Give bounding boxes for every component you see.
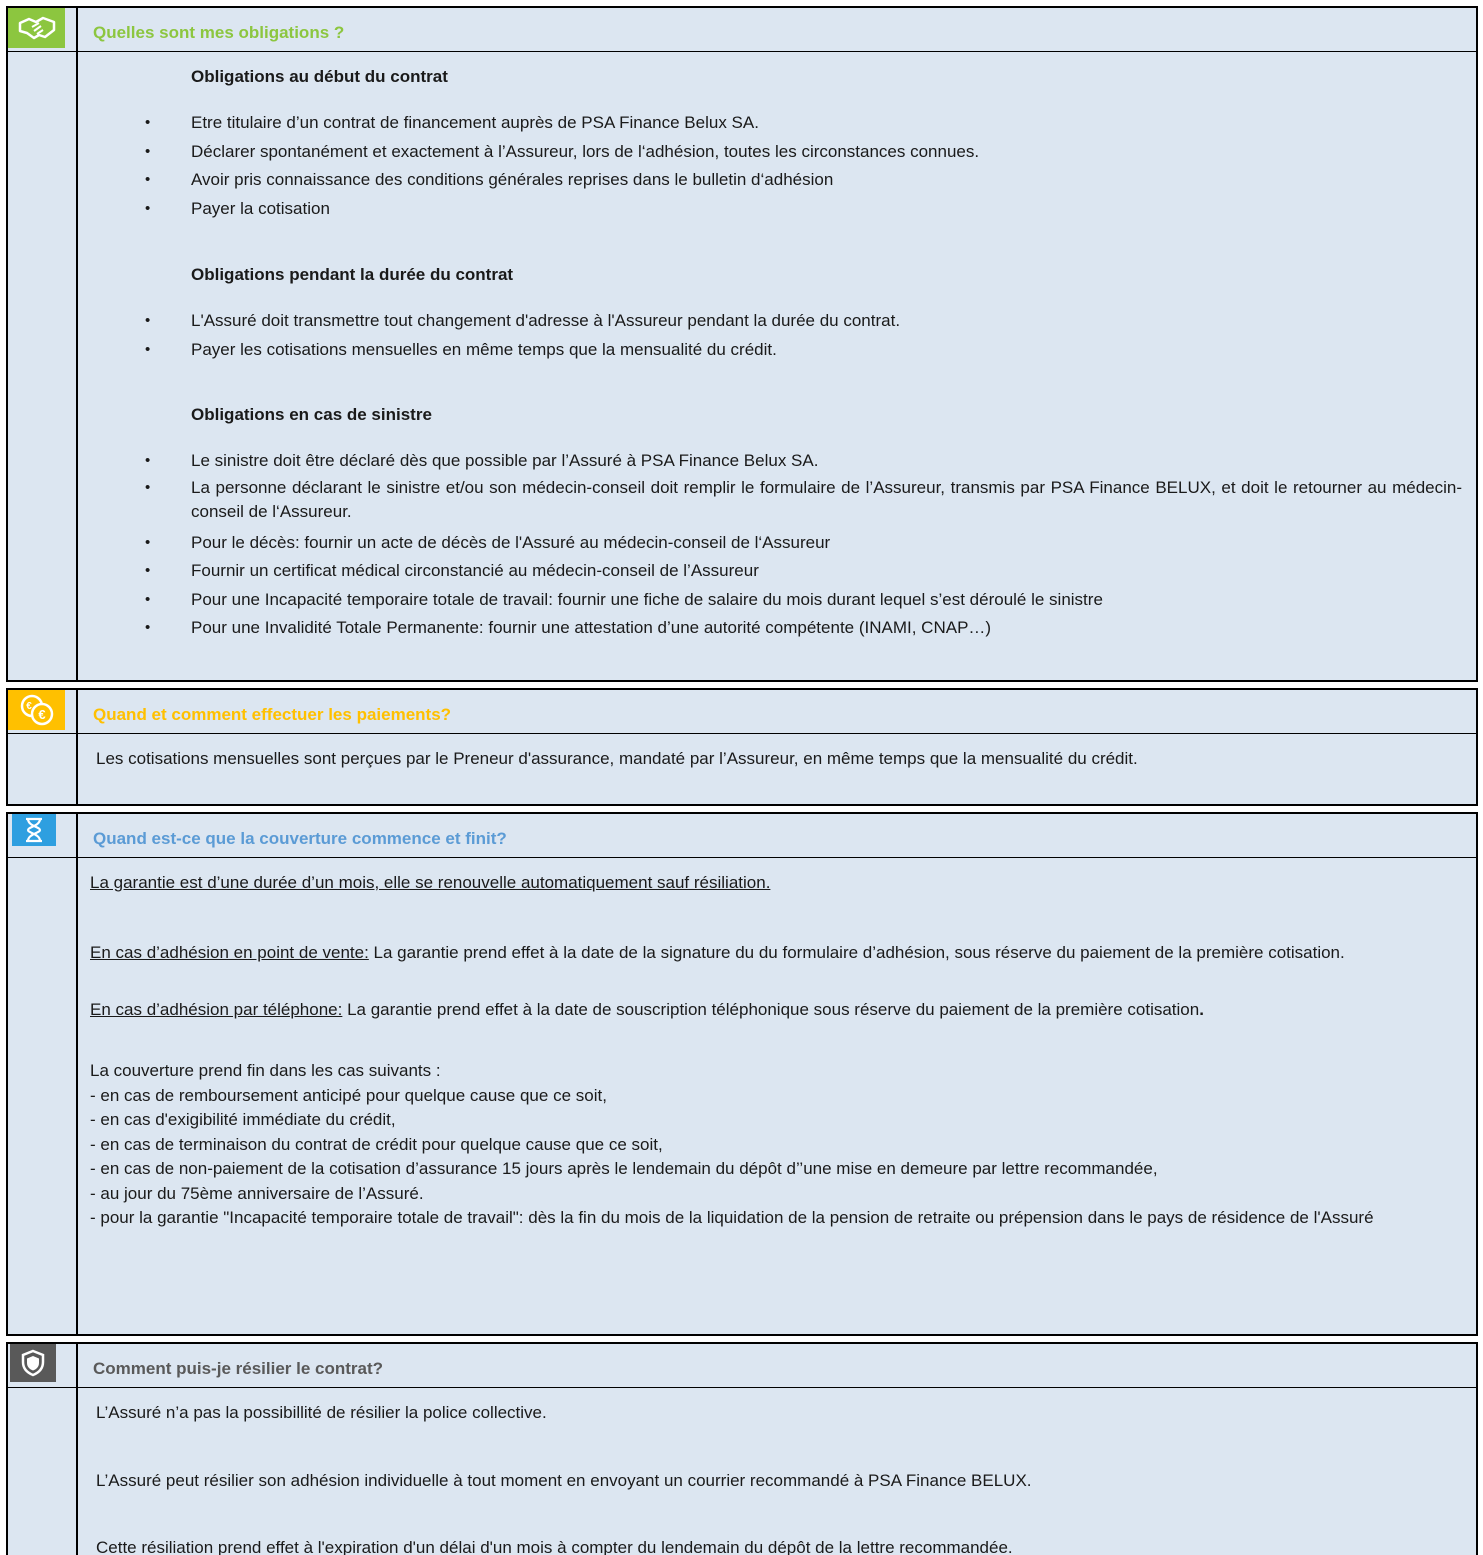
hourglass-icon (12, 814, 56, 846)
coverage-point-of-sale (90, 941, 1466, 966)
subheading-during-obligations: Obligations pendant la durée du contrat (191, 265, 514, 284)
section-title: Quand et comment effectuer les paiements? (93, 705, 452, 724)
telephone-text: La garantie prend effet à la date de souscription téléphonique sous réserve du paiement de la première cotisation (342, 1000, 1200, 1019)
list-item: • Avoir pris connaissance des conditions générales reprises dans le bulletin d‘adhésion (191, 166, 1462, 195)
telephone-end: . (1199, 1000, 1204, 1019)
section-gutter (8, 8, 78, 680)
coverage-end-cases (90, 1059, 1158, 1206)
euro-coins-icon (8, 690, 65, 730)
obligations-start-list (191, 109, 1462, 223)
svg-text:€: € (25, 701, 32, 712)
section-cancel (6, 1342, 1478, 1555)
list-item: • La personne déclarant le sinistre et/ou son médecin-conseil doit remplir le formulaire de l’Assureur, transmis par PSA Finance BELUX, et doit le retourner au médecin-conseil de l‘Assureur. (191, 476, 1462, 525)
svg-text:€: € (37, 707, 46, 722)
list-item: • Pour le décès: fournir un acte de décès de l'Assuré au médecin-conseil de l‘Assureur (191, 529, 1462, 558)
handshake-icon (8, 8, 65, 48)
obligations-during-list (191, 307, 1462, 364)
list-item: • L'Assuré doit transmettre tout changement d'adresse à l'Assureur pendant la durée du contrat. (191, 307, 1462, 336)
end-case: - en cas de non-paiement de la cotisation d’assurance 15 jours après le lendemain du dépôt d’’une mise en demeure par lettre recommandée, (90, 1159, 1158, 1178)
list-item: • Pour une Invalidité Totale Permanente: fournir une attestation d’une autorité compétente (INAMI, CNAP…) (191, 614, 1462, 643)
list-item: • Payer la cotisation (191, 195, 1462, 224)
section-payments (6, 688, 1478, 806)
section-obligations (6, 6, 1478, 682)
point-of-sale-text: La garantie prend effet à la date de la signature du du formulaire d’adhésion, sous réserve du paiement de la première cotisation. (368, 943, 1345, 962)
end-case: - au jour du 75ème anniversaire de l’Assuré. (90, 1183, 424, 1203)
coverage-telephone (90, 1000, 1204, 1020)
section-title: Comment puis-je résilier le contrat? (93, 1359, 384, 1378)
section-title: Quelles sont mes obligations ? (93, 23, 345, 42)
end-case-last: - pour la garantie "Incapacité temporaire totale de travail": dès la fin du mois de la liquidation de la pension de retraite ou prépension dans le pays de résidence de l'Assuré (90, 1208, 1374, 1227)
section-header (8, 814, 1476, 858)
list-item: • Fournir un certificat médical circonstancié au médecin-conseil de l’Assureur (191, 557, 1462, 586)
telephone-label: En cas d’adhésion par téléphone: (90, 1000, 343, 1019)
obligations-claim-list (191, 447, 1462, 643)
list-item: • Le sinistre doit être déclaré dès que possible par l’Assuré à PSA Finance Belux SA. (191, 447, 1462, 476)
list-item: • Déclarer spontanément et exactement à l’Assureur, lors de l‘adhésion, toutes les circonstances connues. (191, 138, 1462, 167)
end-case: - en cas d'exigibilité immédiate du crédit, (90, 1110, 396, 1129)
payments-text: Les cotisations mensuelles sont perçues par le Preneur d'assurance, mandaté par l’Assureur, en même temps que la mensualité du crédit. (96, 749, 1138, 768)
section-header (8, 1344, 1476, 1388)
point-of-sale-label: En cas d’adhésion en point de vente: (90, 943, 369, 962)
end-case: - en cas de remboursement anticipé pour quelque cause que ce soit, (90, 1085, 607, 1105)
section-title: Quand est-ce que la couverture commence et finit? (93, 829, 507, 848)
list-item: • Etre titulaire d’un contrat de financement auprès de PSA Finance Belux SA. (191, 109, 1462, 138)
cancel-line: L’Assuré n’a pas la possibillité de résilier la police collective. (96, 1403, 547, 1422)
list-item: • Pour une Incapacité temporaire totale de travail: fournir une fiche de salaire du mois durant lequel s’est déroulé le sinistre (191, 586, 1462, 615)
section-header (8, 8, 1476, 52)
section-gutter (8, 814, 78, 1334)
subheading-start-obligations: Obligations au début du contrat (191, 67, 448, 86)
section-coverage (6, 812, 1478, 1336)
shield-icon (10, 1344, 56, 1382)
end-intro: La couverture prend fin dans les cas suivants : (90, 1061, 441, 1080)
coverage-duration: La garantie est d’une durée d’un mois, elle se renouvelle automatiquement sauf résiliation. (90, 873, 771, 892)
list-item: • Payer les cotisations mensuelles en même temps que la mensualité du crédit. (191, 336, 1462, 365)
section-header (8, 690, 1476, 734)
cancel-line: Cette résiliation prend effet à l'expiration d'un délai d'un mois à compter du lendemain du dépôt de la lettre recommandée. (96, 1538, 1013, 1555)
subheading-claim-obligations: Obligations en cas de sinistre (191, 405, 432, 424)
cancel-line: L’Assuré peut résilier son adhésion individuelle à tout moment en envoyant un courrier recommandé à PSA Finance BELUX. (96, 1471, 1032, 1490)
end-case: - en cas de terminaison du contrat de crédit pour quelque cause que ce soit, (90, 1134, 663, 1154)
